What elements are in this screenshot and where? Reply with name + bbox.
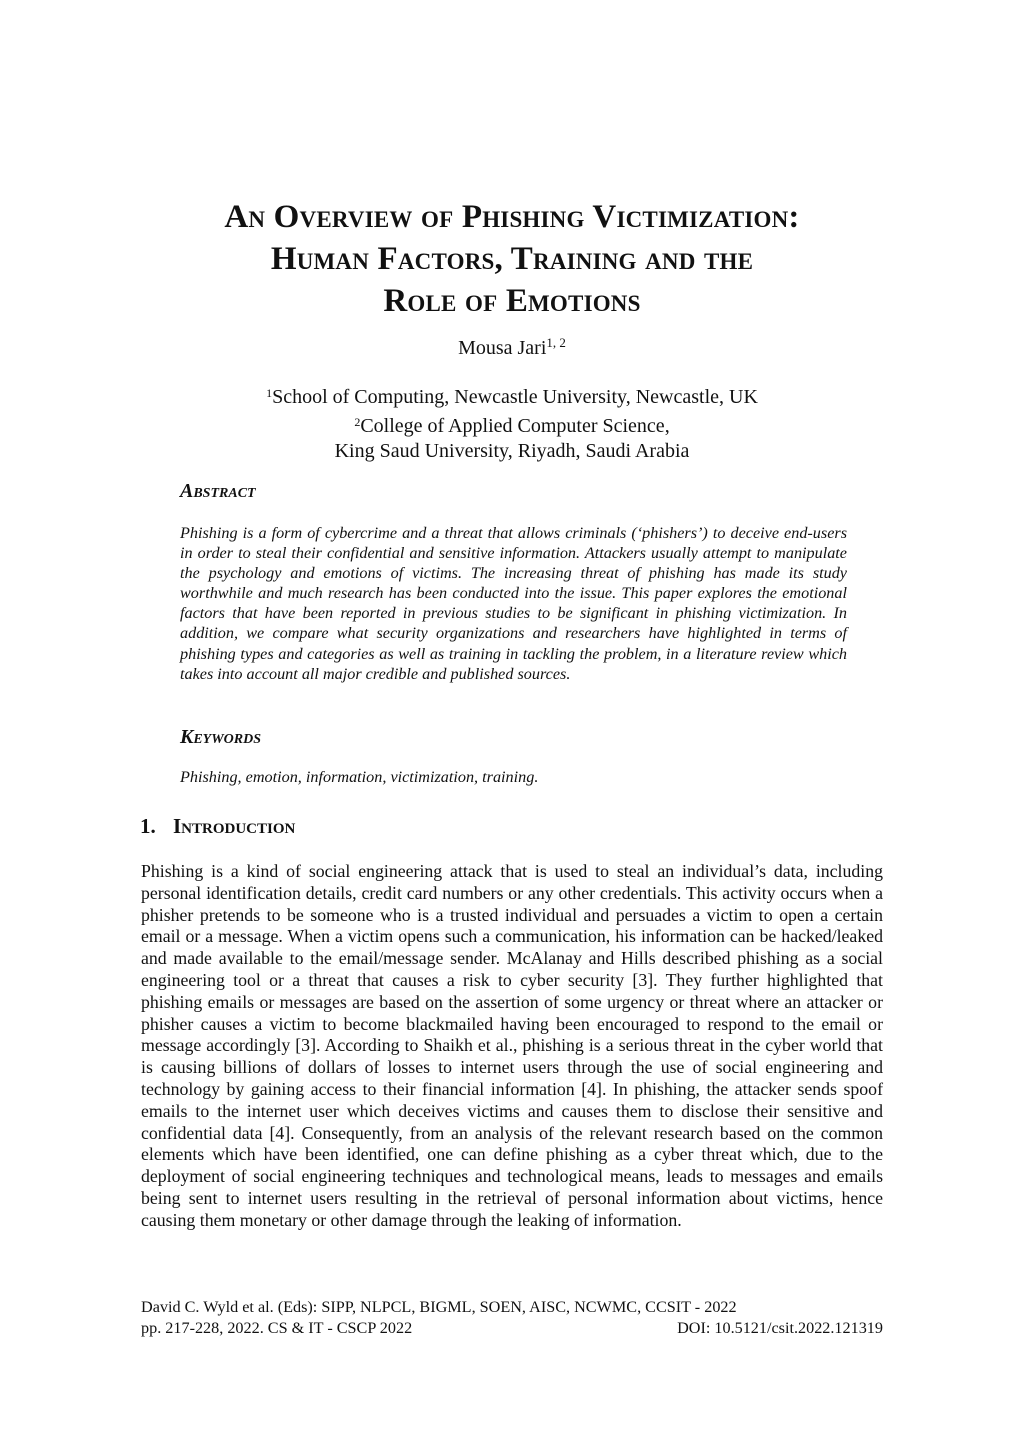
keywords-text: Phishing, emotion, information, victimization, training.	[180, 768, 539, 786]
affiliation-3: King Saud University, Riyadh, Saudi Arabia	[334, 440, 690, 462]
author-affiliation-marks: 1, 2	[546, 335, 566, 350]
title-line-2: Human Factors, Training and the	[270, 241, 754, 277]
page-footer	[141, 1297, 883, 1339]
affiliation-1-mark: 1	[266, 386, 273, 400]
introduction-paragraph: Phishing is a kind of social engineering attack that is used to steal an individual’s data, including personal identification details, credit card numbers or any other credentials. This activity occurs when a phisher pretends to be someone who is a trusted individual and persuades a victim to open a certain email or a message. When a victim opens such a communication, his information can be hacked/leaked and made available to the email/message sender. McAlanay and Hills described phishing as a social engineering tool or a threat that causes a risk to cyber security [3]. They further highlighted that phishing emails or messages are based on the assertion of some urgency or threat where an attacker or phisher causes a victim to become blackmailed having been encouraged to respond to the email or message accordingly [3]. According to Shaikh et al., phishing is a serious threat in the cyber world that is causing billions of dollars of losses to internet users through the use of social engineering and technology by gaining access to their financial information [4]. In phishing, the attacker sends spoof emails to the internet user which deceives victims and causes them to disclose their sensitive and confidential data [4]. Consequently, from an analysis of the relevant research based on the common elements which have been identified, one can define phishing as a cyber threat which, due to the deployment of social engineering techniques and technological means, leads to messages and emails being sent to internet users resulting in the retrieval of personal information about victims, hence causing them monetary or other damage through the leaking of information.	[141, 861, 883, 1230]
affiliation-1	[0, 381, 1024, 410]
affiliation-1-text: School of Computing, Newcastle University, Newcastle, UK	[272, 386, 758, 408]
affiliation-2-text: College of Applied Computer Science,	[360, 415, 670, 437]
abstract-heading: Abstract	[180, 480, 256, 502]
abstract-text: Phishing is a form of cybercrime and a threat that allows criminals (‘phishers’) to deceive end-users in order to steal their confidential and sensitive information. Attackers usually attempt to manipulate the psychology and emotions of victims. The increasing threat of phishing has made its study worthwhile and much research has been conducted into the issue. This paper explores the emotional factors that have been reported in previous studies to be significant in phishing victimization. In addition, we compare what security organizations and researchers have highlighted in terms of phishing types and categories as well as training in tackling the problem, in a literature review which takes into account all major credible and published sources.	[180, 524, 847, 683]
affiliation-2	[0, 410, 1024, 439]
footer-proceedings: David C. Wyld et al. (Eds): SIPP, NLPCL, BIGML, SOEN, AISC, NCWMC, CCSIT - 2022	[141, 1298, 737, 1316]
paper-title	[140, 196, 884, 322]
title-line-3: Role of Emotions	[383, 283, 641, 319]
section-heading-introduction	[140, 814, 295, 839]
section-number: 1.	[140, 814, 156, 838]
keywords-heading: Keywords	[180, 726, 262, 748]
footer-pages: pp. 217-228, 2022. CS & IT - CSCP 2022	[141, 1319, 413, 1337]
section-title: Introduction	[173, 814, 296, 838]
footer-row	[141, 1318, 883, 1339]
title-line-1: An Overview of Phishing Victimization:	[224, 199, 800, 235]
affiliation-2-mark: 2	[354, 415, 361, 429]
footer-doi: DOI: 10.5121/csit.2022.121319	[677, 1319, 883, 1337]
affiliations	[0, 381, 1024, 464]
author-name: Mousa Jari	[458, 337, 547, 359]
author-line	[0, 335, 1024, 360]
